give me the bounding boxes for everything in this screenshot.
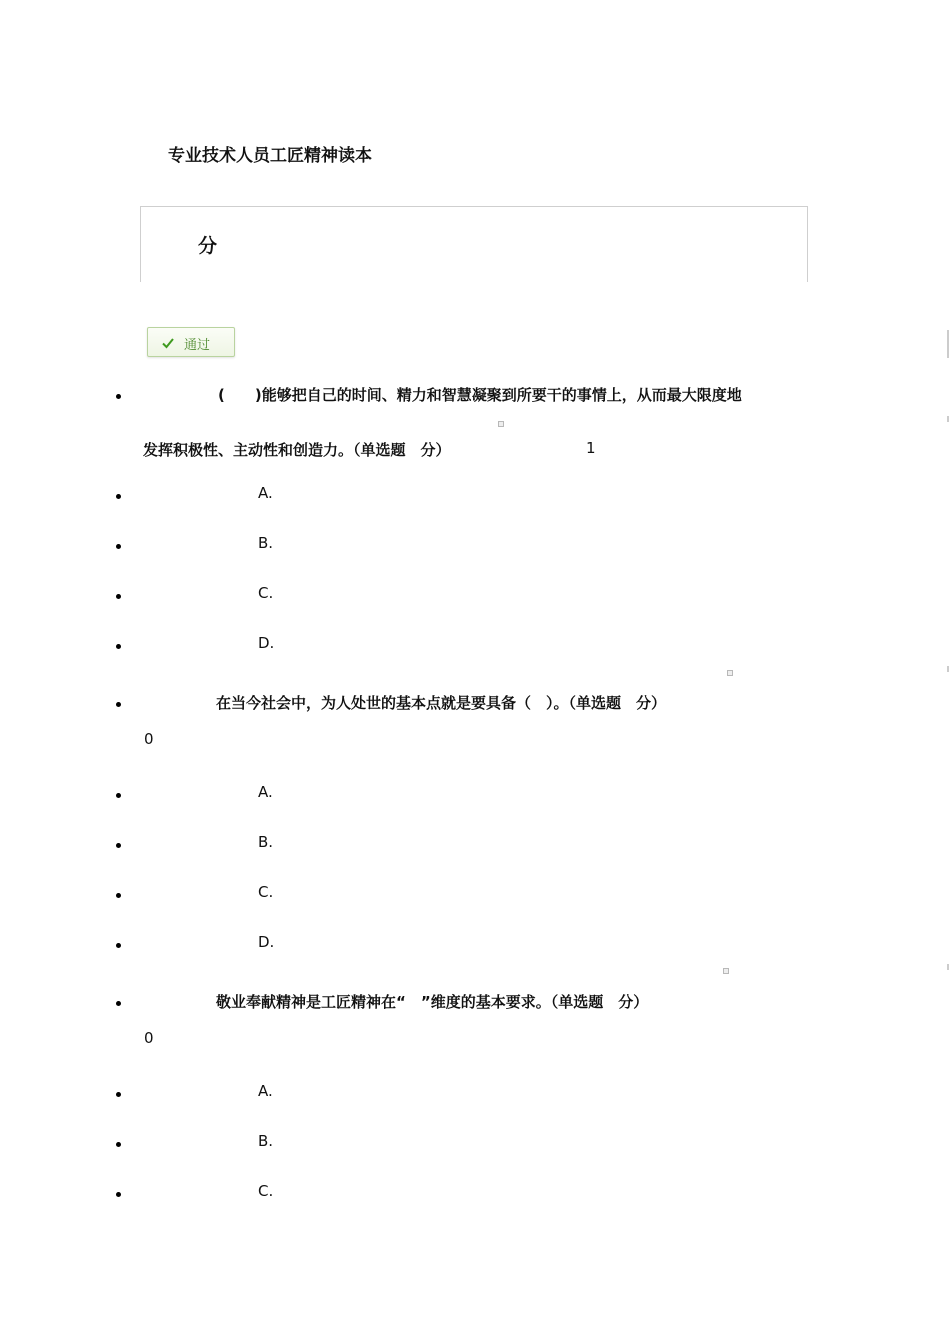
edge-mark: [947, 666, 949, 672]
option-bullet: [116, 1092, 121, 1097]
edge-mark: [947, 964, 949, 970]
status-badge: [147, 327, 235, 357]
question-2-option-d[interactable]: D.: [258, 933, 275, 951]
question-3-option-b[interactable]: B.: [258, 1132, 274, 1150]
option-bullet: [116, 494, 121, 499]
question-1-option-b[interactable]: B.: [258, 534, 274, 552]
question-2-score: 0: [144, 730, 154, 748]
image-placeholder-icon: [727, 670, 733, 676]
option-bullet: [116, 1142, 121, 1147]
score-label: 分: [198, 235, 218, 257]
check-icon: [162, 337, 174, 349]
question-3-option-a[interactable]: A.: [258, 1082, 273, 1100]
question-1-option-d[interactable]: D.: [258, 634, 275, 652]
option-bullet: [116, 644, 121, 649]
status-badge-label: 通过: [184, 338, 211, 353]
option-bullet: [116, 544, 121, 549]
question-bullet: [116, 702, 121, 707]
question-1-option-a[interactable]: A.: [258, 484, 273, 502]
question-bullet: [116, 394, 121, 399]
question-3-score: 0: [144, 1029, 154, 1047]
question-2-text: 在当今社会中，为人处世的基本点就是要具备（ ）。（单选题 分）: [216, 694, 667, 712]
option-bullet: [116, 793, 121, 798]
question-1-text: ( )能够把自己的时间、精力和智慧凝聚到所要干的事情上，从而最大限度地: [218, 386, 742, 404]
question-1-score: 1: [586, 439, 596, 457]
question-bullet: [116, 1001, 121, 1006]
image-placeholder-icon: [498, 421, 504, 427]
edge-mark: [947, 330, 949, 358]
question-1-option-c[interactable]: C.: [258, 584, 274, 602]
question-2-option-c[interactable]: C.: [258, 883, 274, 901]
question-2-option-b[interactable]: B.: [258, 833, 274, 851]
option-bullet: [116, 893, 121, 898]
score-panel: [140, 206, 808, 282]
question-3-text: 敬业奉献精神是工匠精神在“ ”维度的基本要求。（单选题 分）: [216, 993, 649, 1011]
option-bullet: [116, 943, 121, 948]
edge-mark: [947, 416, 949, 422]
image-placeholder-icon: [723, 968, 729, 974]
option-bullet: [116, 594, 121, 599]
option-bullet: [116, 1192, 121, 1197]
question-1-text-cont: 发挥积极性、主动性和创造力。（单选题 分）: [143, 441, 451, 459]
option-bullet: [116, 843, 121, 848]
question-2-option-a[interactable]: A.: [258, 783, 273, 801]
question-3-option-c[interactable]: C.: [258, 1182, 274, 1200]
page-title: 专业技术人员工匠精神读本: [168, 146, 372, 166]
